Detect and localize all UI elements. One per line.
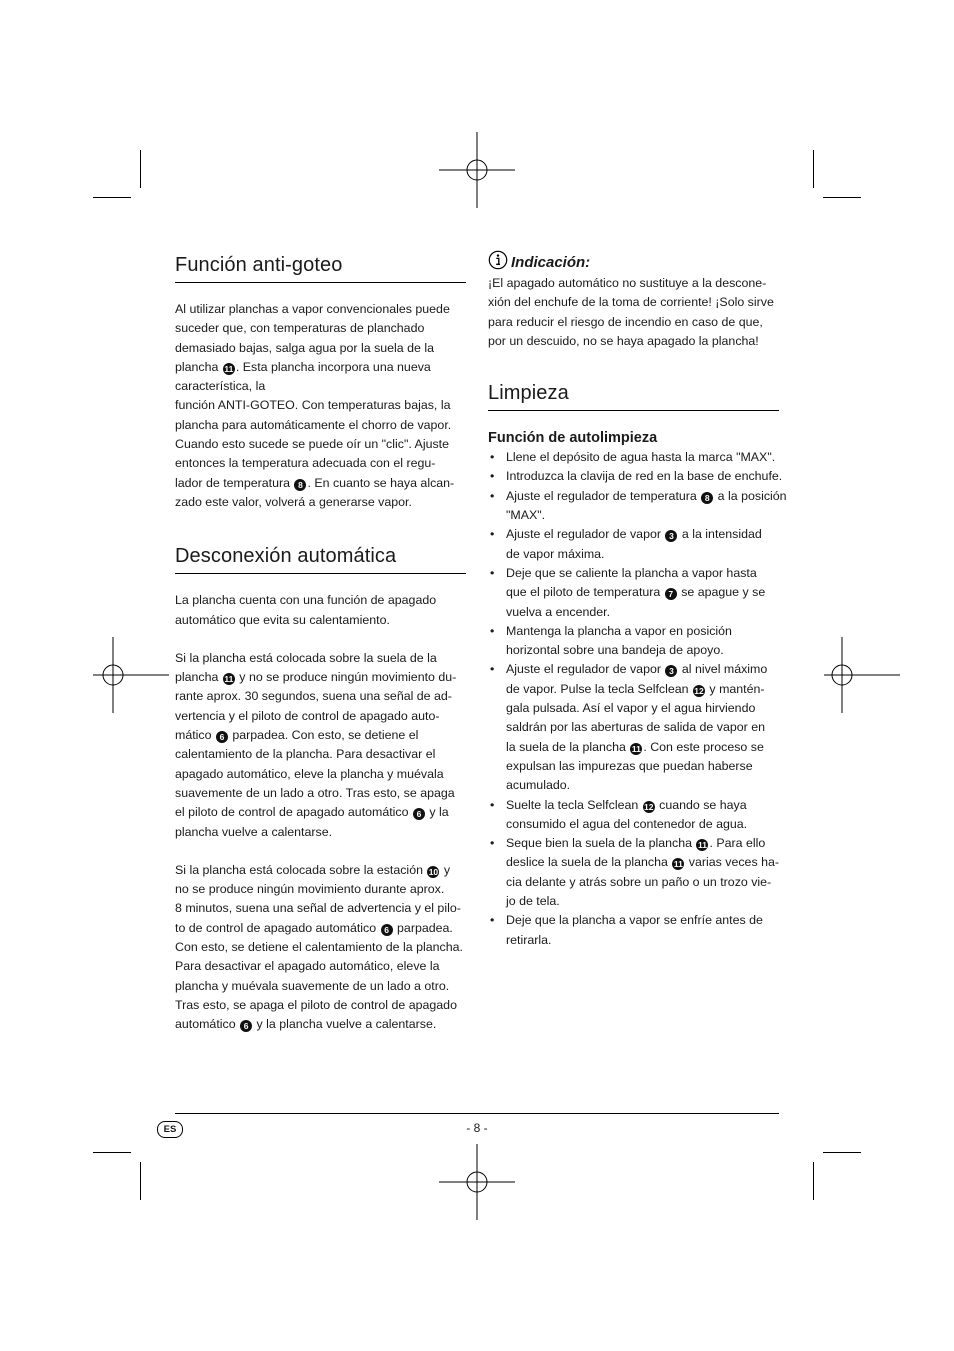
text-run: expulsan las impurezas que puedan haberse <box>506 758 753 773</box>
text-run: a la intensidad <box>678 527 762 542</box>
text-run: Si la plancha está colocada sobre la estación <box>175 862 427 877</box>
text-run: función ANTI-GOTEO. Con temperaturas bajas, la <box>175 398 451 413</box>
text-run: automático que evita su calentamiento. <box>175 612 390 627</box>
text-run: Introduzca la clavija de red en la base de enchufe. <box>506 469 783 484</box>
text-line <box>175 957 466 976</box>
text-run: por un descuido, no se haya apagado la plancha! <box>488 333 759 348</box>
text-run: retirarla. <box>506 932 552 947</box>
text-run: Mantenga la plancha a vapor en posición <box>506 623 732 638</box>
language-badge: ES <box>157 1121 183 1138</box>
crop-mark <box>813 150 814 188</box>
text-run: consumido el agua del contenedor de agua. <box>506 816 748 831</box>
paragraph-anti-drip <box>175 300 466 512</box>
text-line <box>175 377 466 396</box>
registration-mark-bottom <box>439 1144 515 1220</box>
list-item <box>488 564 779 622</box>
text-run: plancha <box>175 359 222 374</box>
text-line <box>175 396 466 415</box>
text-run: cia delante y atrás sobre un paño o un trozo vie- <box>506 874 772 889</box>
text-line <box>175 668 466 687</box>
text-run: se apague y se <box>677 585 766 600</box>
note-title: Indicación: <box>511 254 591 271</box>
text-line <box>175 726 466 745</box>
text-line <box>506 776 779 795</box>
crop-mark <box>823 1152 861 1153</box>
text-run: la suela de la plancha <box>506 739 630 754</box>
text-run: lador de temperatura <box>175 475 294 490</box>
list-item <box>488 525 779 564</box>
text-run: . En cuanto se haya alcan- <box>307 475 455 490</box>
part-number-badge: 6 <box>413 808 425 820</box>
text-run: y la <box>425 805 449 820</box>
text-run: horizontal sobre una bandeja de apoyo. <box>506 643 724 658</box>
part-number-badge: 8 <box>294 479 306 491</box>
text-line <box>506 699 779 718</box>
part-number-badge: 6 <box>240 1020 252 1032</box>
list-item <box>488 796 779 835</box>
crop-mark <box>140 150 141 188</box>
text-run: que el piloto de temperatura <box>506 585 664 600</box>
part-number-badge: 11 <box>631 743 641 754</box>
text-line <box>506 545 779 564</box>
text-line <box>175 416 466 435</box>
note-heading <box>488 250 779 274</box>
text-line <box>506 487 787 506</box>
text-run: varias veces ha- <box>685 855 779 870</box>
text-run: suceder que, con temperaturas de planchado <box>175 321 425 336</box>
text-line <box>506 564 779 583</box>
text-run: jo de tela. <box>506 894 560 909</box>
list-item <box>488 487 787 526</box>
text-run: no se produce ningún movimiento durante aprox. <box>175 882 445 897</box>
list-item <box>488 911 779 950</box>
text-line <box>175 745 466 764</box>
list-item <box>488 622 779 661</box>
text-line <box>175 591 466 610</box>
text-run: cuando se haya <box>655 797 747 812</box>
text-line <box>506 660 779 679</box>
text-run: Llene el depósito de agua hasta la marca "MAX". <box>506 450 776 465</box>
text-line <box>506 757 779 776</box>
text-run: Al utilizar planchas a vapor convencionales puede <box>175 302 450 316</box>
left-column <box>175 250 466 1035</box>
text-run: entonces la temperatura adecuada con el regu- <box>175 456 436 471</box>
cleaning-steps-list <box>488 448 787 950</box>
text-run: deslice la suela de la plancha <box>506 855 672 870</box>
text-run: característica, la <box>175 379 266 394</box>
text-line <box>506 738 779 757</box>
list-item <box>488 448 779 467</box>
part-number-badge: 11 <box>673 859 683 870</box>
text-line <box>175 880 466 899</box>
text-run: Deje que la plancha a vapor se enfríe antes de <box>506 913 763 928</box>
text-run: parpadea. <box>393 920 453 935</box>
text-run: y no se produce ningún movimiento du- <box>235 670 457 685</box>
text-line <box>488 293 779 312</box>
text-run: Si la plancha está colocada sobre la suela de la <box>175 650 437 665</box>
text-line <box>175 803 466 822</box>
text-run: xión del enchufe de la toma de corriente! ¡Solo sirve <box>488 295 774 310</box>
text-line <box>175 493 466 512</box>
text-run: . Esta plancha incorpora una nueva <box>235 359 431 374</box>
part-number-badge: 8 <box>701 492 713 504</box>
part-number-badge: 11 <box>224 363 234 374</box>
text-run: plancha <box>175 670 222 685</box>
text-run: demasiado bajas, salga agua por la suela de la <box>175 340 435 355</box>
text-run: to de control de apagado automático <box>175 920 380 935</box>
text-run: Ajuste el regulador de vapor <box>506 527 665 542</box>
text-run: parpadea. Con esto, se detiene el <box>228 728 419 743</box>
text-line <box>175 339 466 358</box>
text-run: saldrán por las aberturas de salida de vapor en <box>506 720 765 735</box>
text-line <box>488 274 779 293</box>
text-run: para reducir el riesgo de incendio en caso de que, <box>488 314 763 329</box>
text-run: a la posición <box>714 488 787 503</box>
text-line <box>175 899 466 918</box>
text-line <box>175 435 466 454</box>
section-title-anti-drip: Función anti-goteo <box>175 250 466 283</box>
text-line <box>175 358 466 377</box>
list-item <box>488 660 779 795</box>
text-line <box>175 611 466 630</box>
text-run: suavemente de un lado a otro. Tras esto, se apaga <box>175 785 455 800</box>
text-line <box>175 977 466 996</box>
text-run: Cuando esto sucede se puede oír un "clic". Ajuste <box>175 437 449 452</box>
text-line <box>175 861 466 880</box>
text-run: mático <box>175 728 215 743</box>
text-run: Para desactivar el apagado automático, eleve la <box>175 959 440 974</box>
text-run: Con esto, se detiene el calentamiento de la plancha. <box>175 940 463 955</box>
crop-mark <box>813 1162 814 1200</box>
part-number-badge: 10 <box>428 866 439 877</box>
text-line <box>175 474 466 493</box>
crop-mark <box>823 197 861 198</box>
paragraph-note <box>488 274 779 351</box>
paragraph-auto-off-sole <box>175 649 466 842</box>
registration-mark-right <box>824 637 900 713</box>
text-run: vuelva a encender. <box>506 604 611 619</box>
text-line <box>506 853 779 872</box>
text-run: . Para ello <box>709 836 766 851</box>
text-line <box>175 823 466 842</box>
text-run: y mantén- <box>705 681 765 696</box>
text-line <box>488 332 779 351</box>
text-run: Tras esto, se apaga el piloto de control de apagado <box>175 997 457 1012</box>
crop-mark <box>93 197 131 198</box>
part-number-badge: 3 <box>665 665 677 677</box>
text-run: Ajuste el regulador de vapor <box>506 662 665 677</box>
text-run: Suelte la tecla Selfclean <box>506 797 642 812</box>
registration-mark-left <box>93 637 169 713</box>
text-line <box>506 467 783 486</box>
text-line <box>175 687 466 706</box>
registration-mark-top <box>439 132 515 208</box>
text-line <box>175 649 466 668</box>
part-number-badge: 3 <box>665 530 677 542</box>
text-run: . Con este proceso se <box>643 739 764 754</box>
text-line <box>175 919 466 938</box>
text-run: gala pulsada. Así el vapor y el agua hirviendo <box>506 701 756 716</box>
text-line <box>506 622 779 641</box>
text-run: "MAX". <box>506 508 546 523</box>
list-item <box>488 834 779 911</box>
text-line <box>175 1015 466 1034</box>
text-line <box>506 525 779 544</box>
text-line <box>506 873 779 892</box>
text-run: de vapor máxima. <box>506 546 605 561</box>
text-run: La plancha cuenta con una función de apagado <box>175 593 437 608</box>
text-line <box>506 448 779 467</box>
text-run: Deje que se caliente la plancha a vapor hasta <box>506 565 757 580</box>
text-line <box>506 506 779 525</box>
text-run: al nivel máximo <box>678 662 768 677</box>
list-item <box>488 467 783 486</box>
text-line <box>488 313 779 332</box>
text-line <box>506 815 779 834</box>
text-run: apagado automático, eleve la plancha y muévala <box>175 766 444 781</box>
text-line <box>506 583 779 602</box>
text-line <box>175 784 466 803</box>
text-line <box>506 680 779 699</box>
text-run: plancha y muévala suavemente de un lado a otro. <box>175 978 450 993</box>
text-line <box>506 796 779 815</box>
text-line <box>175 938 466 957</box>
section-title-auto-off: Desconexión automática <box>175 541 466 574</box>
right-column <box>488 250 787 950</box>
footer-rule <box>175 1113 779 1114</box>
text-run: zado este valor, volverá a generarse vapor. <box>175 494 412 509</box>
subsection-title-self-clean: Función de autolimpieza <box>488 430 658 447</box>
crop-mark <box>93 1152 131 1153</box>
text-line <box>175 765 466 784</box>
text-run: 8 minutos, suena una señal de advertencia y el pilo- <box>175 901 461 916</box>
text-run: automático <box>175 1017 240 1032</box>
text-run: y la plancha vuelve a calentarse. <box>253 1017 437 1032</box>
text-line <box>506 911 779 930</box>
text-line <box>175 454 466 473</box>
info-icon <box>488 250 508 270</box>
text-run: acumulado. <box>506 778 571 793</box>
paragraph-auto-off-station <box>175 861 466 1035</box>
text-line <box>506 834 779 853</box>
text-line <box>175 996 466 1015</box>
part-number-badge: 6 <box>216 731 228 743</box>
text-run: ¡El apagado automático no sustituye a la descone- <box>488 276 767 290</box>
text-line <box>506 718 779 737</box>
text-line <box>506 641 779 660</box>
text-run: de vapor. Pulse la tecla Selfclean <box>506 681 692 696</box>
text-line <box>175 707 466 726</box>
text-run: vertencia y el piloto de control de apagado auto- <box>175 708 440 723</box>
text-run: calentamiento de la plancha. Para desactivar el <box>175 747 436 762</box>
part-number-badge: 12 <box>643 801 654 812</box>
text-line <box>506 603 779 622</box>
text-run: Seque bien la suela de la plancha <box>506 836 696 851</box>
section-title-cleaning: Limpieza <box>488 378 779 411</box>
page-number: - 8 - <box>466 1121 488 1135</box>
text-run: Ajuste el regulador de temperatura <box>506 488 701 503</box>
text-run: el piloto de control de apagado automático <box>175 805 412 820</box>
text-line <box>506 892 779 911</box>
text-run: plancha vuelve a calentarse. <box>175 824 333 839</box>
text-run: y <box>440 862 451 877</box>
part-number-badge: 7 <box>665 588 677 600</box>
part-number-badge: 11 <box>224 674 234 685</box>
paragraph-auto-off-intro <box>175 591 466 630</box>
part-number-badge: 11 <box>697 840 707 851</box>
text-line <box>506 931 779 950</box>
crop-mark <box>140 1162 141 1200</box>
part-number-badge: 12 <box>694 685 704 696</box>
text-run: plancha para automáticamente el chorro de vapor. <box>175 417 452 432</box>
text-run: rante aprox. 30 segundos, suena una señal de ad- <box>175 689 452 704</box>
text-line <box>175 300 466 319</box>
text-line <box>175 319 466 338</box>
part-number-badge: 6 <box>381 924 393 936</box>
